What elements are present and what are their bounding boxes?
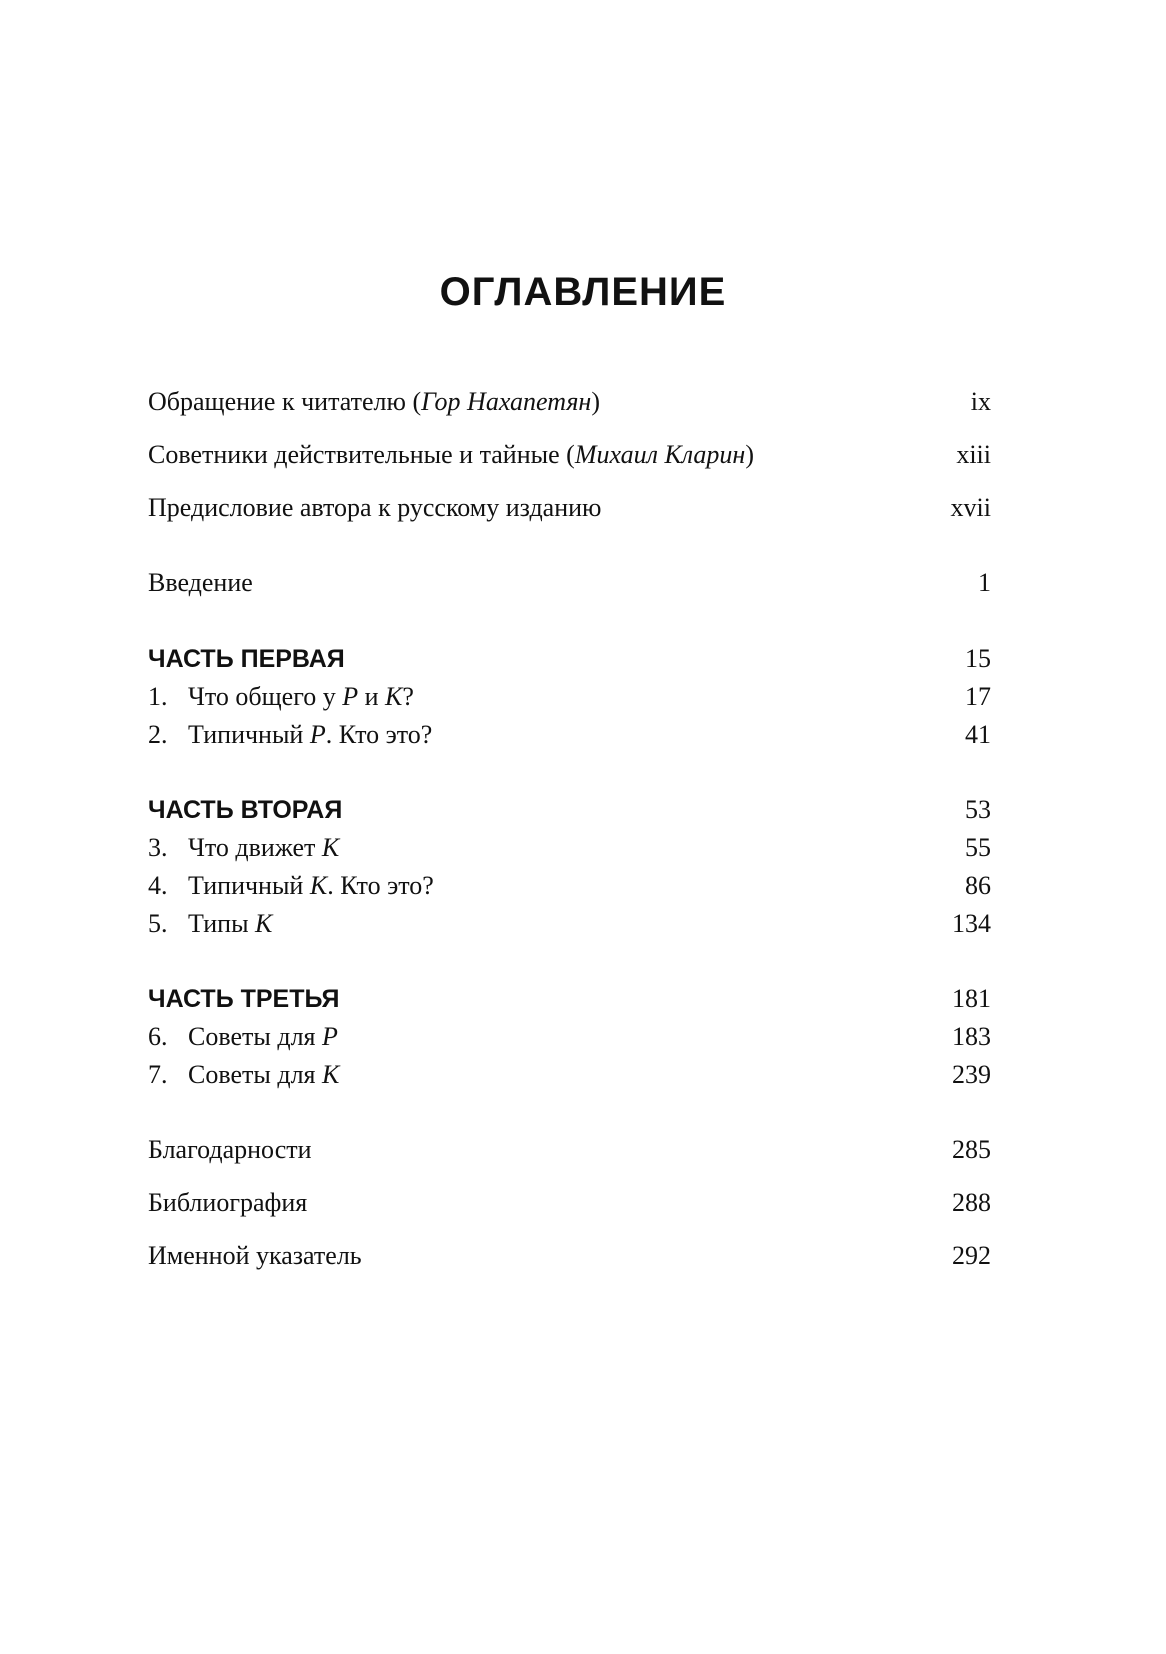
chapter-number: 6. xyxy=(148,1022,168,1051)
page-number: 55 xyxy=(965,833,991,862)
page-number: 1 xyxy=(978,568,991,597)
entry-label: Библиография xyxy=(148,1188,308,1217)
toc-chapter-6[interactable] xyxy=(148,1021,991,1053)
entry-label: 3. Что движет K xyxy=(148,833,340,862)
chapter-number: 7. xyxy=(148,1060,168,1089)
chapter-number: 3. xyxy=(148,833,168,862)
entry-label: 1. Что общего у P и K? xyxy=(148,682,414,711)
page-number: 285 xyxy=(952,1135,991,1164)
chapter-number: 1. xyxy=(148,682,168,711)
page-number: xvii xyxy=(950,493,991,522)
toc-part-1[interactable] xyxy=(148,643,991,675)
toc-chapter-7[interactable] xyxy=(148,1059,991,1091)
toc-chapter-2[interactable] xyxy=(148,719,991,751)
page-number: 41 xyxy=(965,720,991,749)
page-number: 288 xyxy=(952,1188,991,1217)
toc-entry-introduction[interactable] xyxy=(148,567,991,599)
entry-label: 7. Советы для K xyxy=(148,1060,340,1089)
toc-entry-author-preface[interactable] xyxy=(148,492,991,524)
page-number: 86 xyxy=(965,871,991,900)
toc-entry-acknowledgements[interactable] xyxy=(148,1134,991,1166)
toc-chapter-4[interactable] xyxy=(148,870,991,902)
toc-entry-reader-address[interactable] xyxy=(148,386,991,418)
page-number: 53 xyxy=(965,795,991,824)
chapter-number: 2. xyxy=(148,720,168,749)
page-number: 181 xyxy=(952,984,991,1013)
toc-entry-bibliography[interactable] xyxy=(148,1187,991,1219)
entry-label: Обращение к читателю (Гор Нахапетян) xyxy=(148,387,600,416)
entry-label: 5. Типы K xyxy=(148,909,273,938)
entry-label: Введение xyxy=(148,568,253,597)
page-number: 134 xyxy=(952,909,991,938)
entry-label: 6. Советы для P xyxy=(148,1022,338,1051)
toc-chapter-1[interactable] xyxy=(148,681,991,713)
chapter-number: 4. xyxy=(148,871,168,900)
chapter-number: 5. xyxy=(148,909,168,938)
entry-label: Советники действительные и тайные (Михаил Кларин) xyxy=(148,440,754,469)
page-number: 239 xyxy=(952,1060,991,1089)
page-title: ОГЛАВЛЕНИЕ xyxy=(439,270,727,314)
toc-chapter-3[interactable] xyxy=(148,832,991,864)
page-number: 292 xyxy=(952,1241,991,1270)
part-title: ЧАСТЬ ВТОРАЯ xyxy=(148,796,343,824)
toc-part-2[interactable] xyxy=(148,794,991,826)
page-number: xiii xyxy=(956,440,991,469)
toc-chapter-5[interactable] xyxy=(148,908,991,940)
toc-entry-advisors[interactable] xyxy=(148,439,991,471)
page-number: 17 xyxy=(965,682,991,711)
part-title: ЧАСТЬ ТРЕТЬЯ xyxy=(148,985,340,1013)
page-number: 183 xyxy=(952,1022,991,1051)
page-number: 15 xyxy=(965,644,991,673)
part-title: ЧАСТЬ ПЕРВАЯ xyxy=(148,645,345,673)
entry-label: 2. Типичный P. Кто это? xyxy=(148,720,433,749)
toc-part-3[interactable] xyxy=(148,983,991,1015)
page-number: ix xyxy=(970,387,991,416)
toc-entry-name-index[interactable] xyxy=(148,1240,991,1272)
entry-label: Благодарности xyxy=(148,1135,312,1164)
entry-label: Предисловие автора к русскому изданию xyxy=(148,493,602,522)
entry-label: Именной указатель xyxy=(148,1241,362,1270)
entry-label: 4. Типичный K. Кто это? xyxy=(148,871,434,900)
